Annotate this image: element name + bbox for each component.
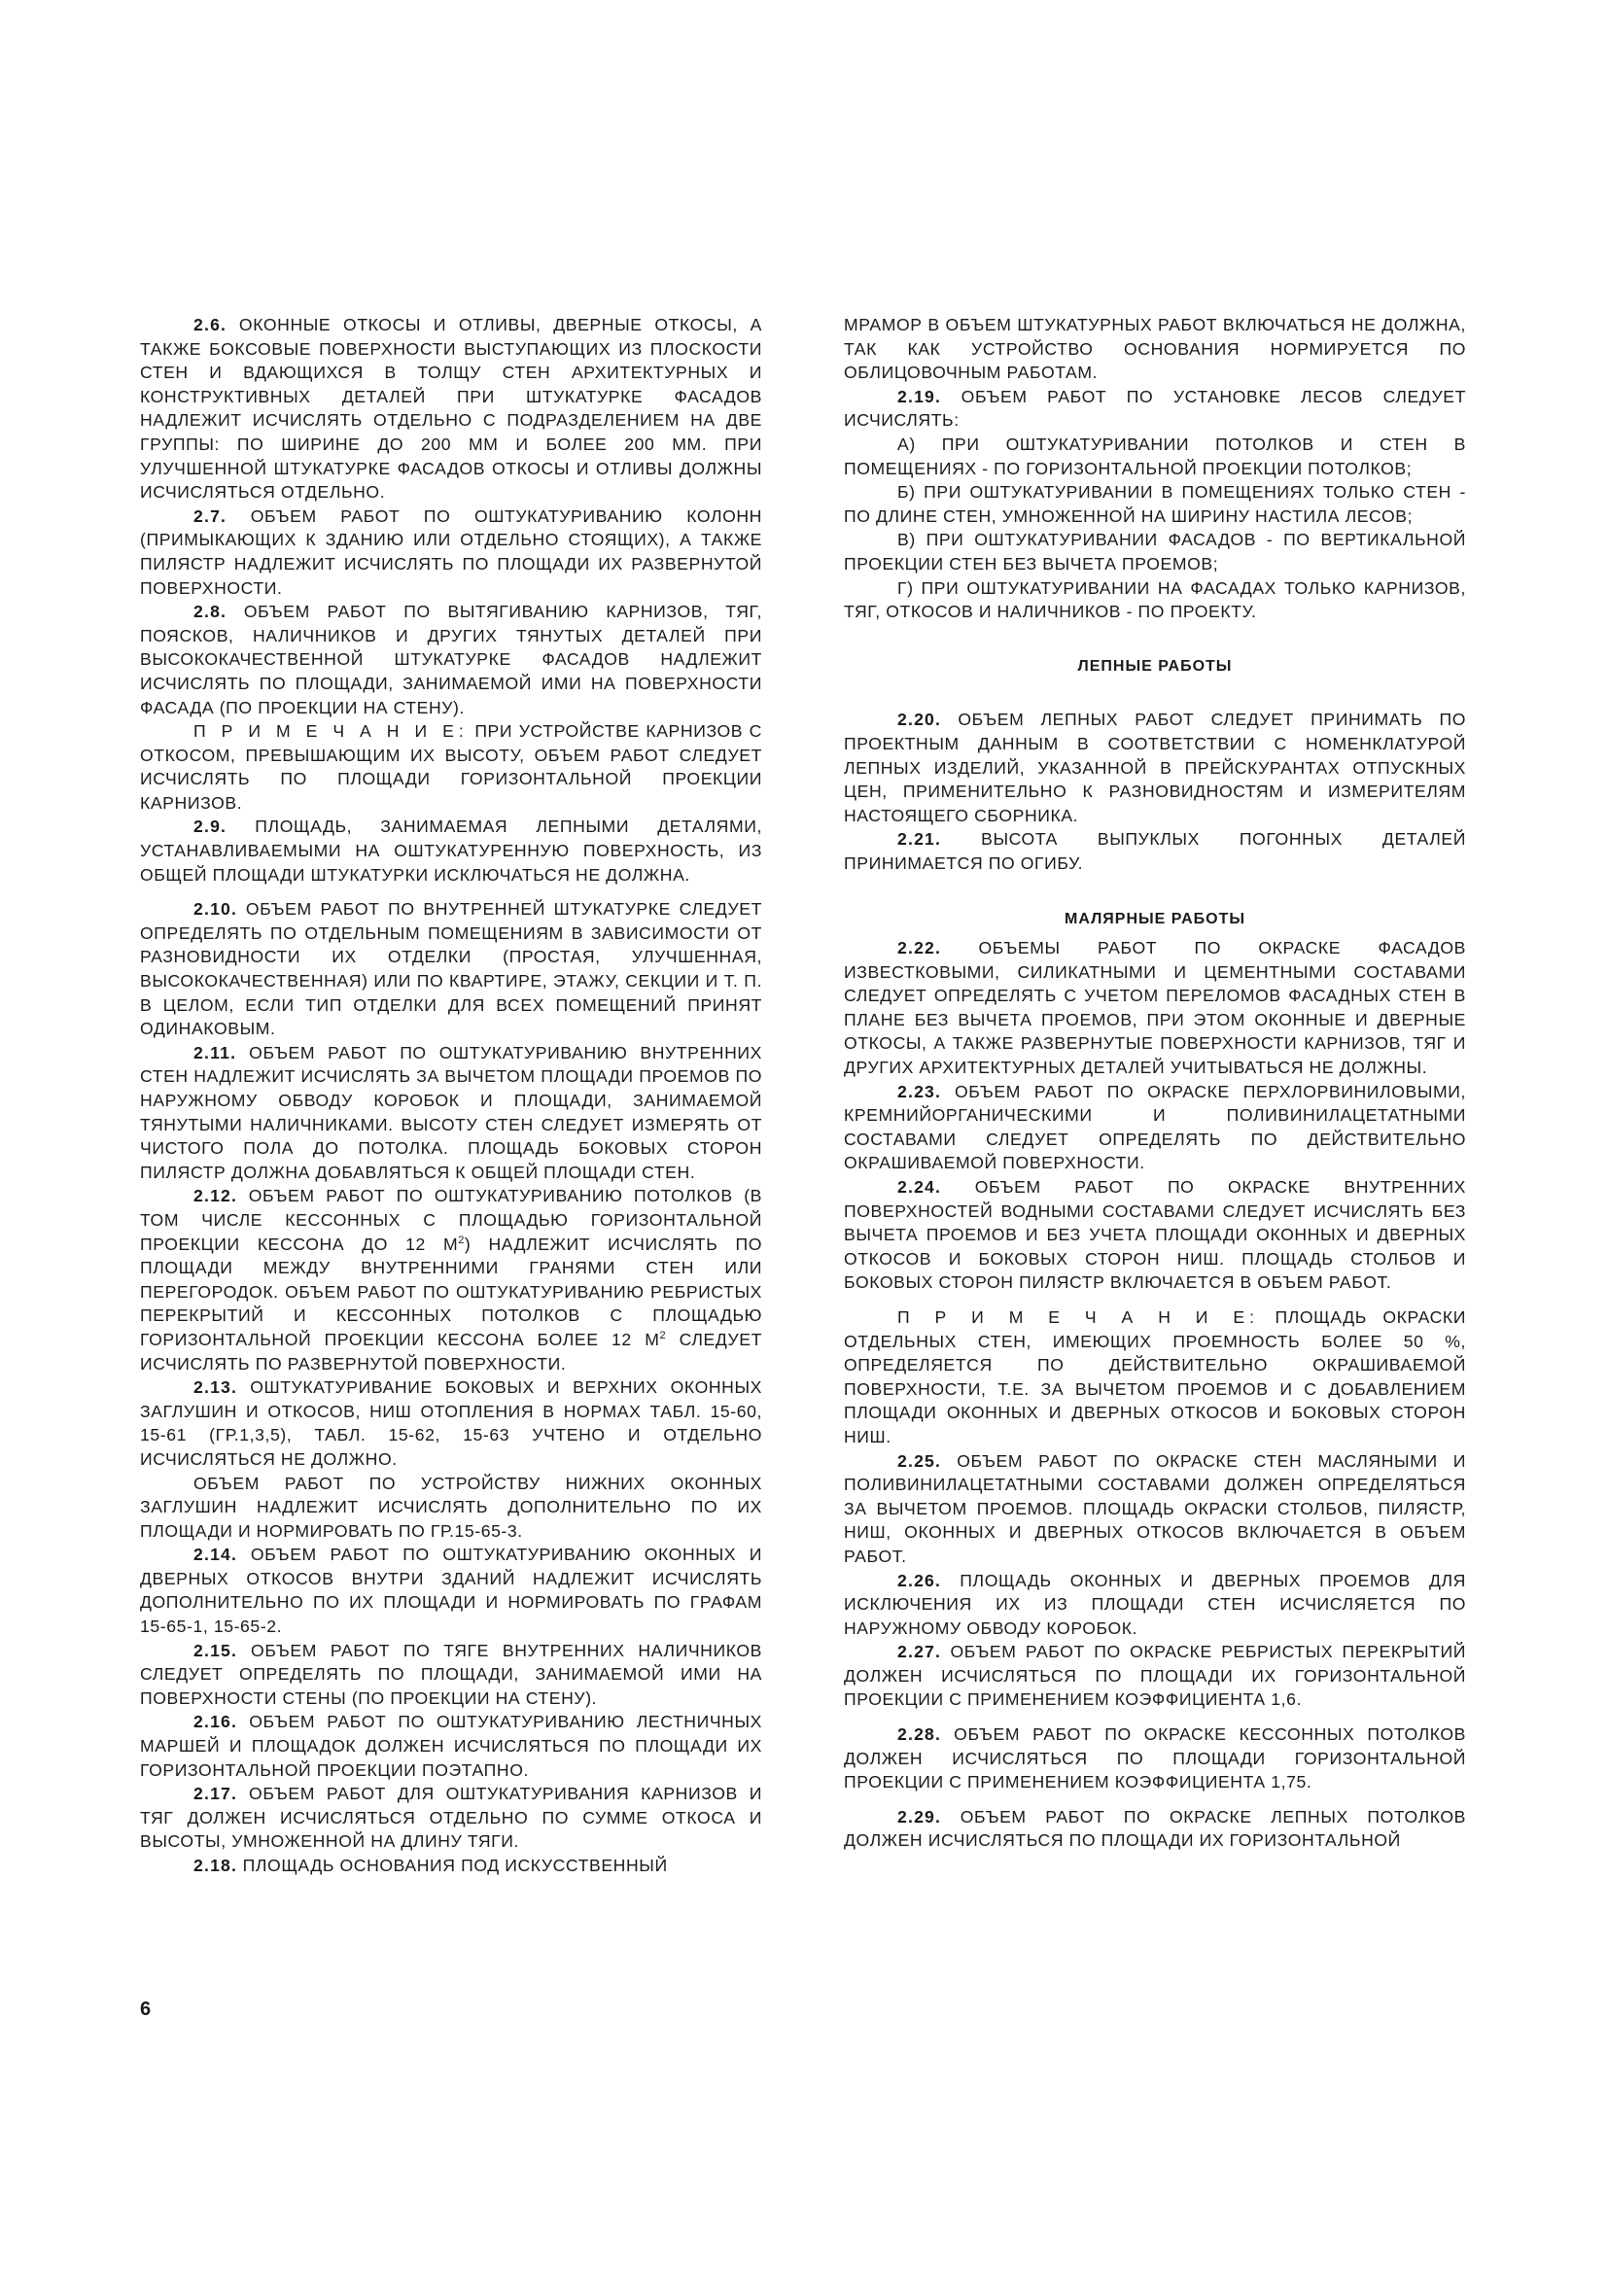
note-label: П Р И М Е Ч А Н И Е: <box>193 721 469 742</box>
paragraph-2-20 <box>844 708 1466 827</box>
paragraph-text: ОБЪЕМ РАБОТ ПО УСТРОЙСТВУ НИЖНИХ ОКОННЫХ ЗАГЛУШИН НАДЛЕЖИТ ИСЧИСЛЯТЬ ДОПОЛНИТЕЛЬНО ПО ИХ ПЛОЩАДИ И НОРМИРОВАТЬ ПО ГР.15-65-3. <box>140 1473 762 1541</box>
note-2-24 <box>844 1305 1466 1449</box>
paragraph-2-14 <box>140 1543 762 1638</box>
paragraph-text: ОБЪЕМЫ РАБОТ ПО ОКРАСКЕ ФАСАДОВ ИЗВЕСТКОВЫМИ, СИЛИКАТНЫМИ И ЦЕМЕНТНЫМИ СОСТАВАМИ СЛЕДУЕТ ОПРЕДЕЛЯТЬ С УЧЕТОМ ПЕРЕЛОМОВ ФАСАДНЫХ СТЕН В ПЛАНЕ БЕЗ ВЫЧЕТА ПРОЕМОВ, ПРИ ЭТОМ ОКОННЫЕ И ДВЕРНЫЕ ОТКОСЫ, А ТАКЖЕ РАЗВЕРНУТЫЕ ПОВЕРХНОСТИ КАРНИЗОВ, ТЯГ И ДРУГИХ АРХИТЕКТУРНЫХ ДЕТАЛЕЙ УЧИТЫВАТЬСЯ НЕ ДОЛЖНЫ. <box>844 938 1466 1078</box>
paragraph-2-9 <box>140 815 762 887</box>
clause-number: 2.9. <box>193 817 227 837</box>
clause-number: 2.12. <box>193 1186 238 1206</box>
paragraph-text: ОБЪЕМ РАБОТ ПО ВЫТЯГИВАНИЮ КАРНИЗОВ, ТЯГ, ПОЯСКОВ, НАЛИЧНИКОВ И ДРУГИХ ТЯНУТЫХ ДЕТАЛЕЙ ПРИ ВЫСОКОКАЧЕСТВЕННОЙ ШТУКАТУРКЕ ФАСАДОВ НАДЛЕЖИТ ИСЧИСЛЯТЬ ПО ПЛОЩАДИ, ЗАНИМАЕМОЙ ИМИ НА ПОВЕРХНОСТИ ФАСАДА (ПО ПРОЕКЦИИ НА СТЕНУ). <box>140 602 762 717</box>
paragraph-2-19 <box>844 385 1466 433</box>
section-heading-stucco: ЛЕПНЫЕ РАБОТЫ <box>1077 657 1233 675</box>
list-item-text: Г) ПРИ ОШТУКАТУРИВАНИИ НА ФАСАДАХ ТОЛЬКО КАРНИЗОВ, ТЯГ, ОТКОСОВ И НАЛИЧНИКОВ - ПО ПРОЕКТУ. <box>844 577 1466 622</box>
paragraph-text: ОБЪЕМ РАБОТ ПО ОШТУКАТУРИВАНИЮ ЛЕСТНИЧНЫХ МАРШЕЙ И ПЛОЩАДОК ДОЛЖЕН ИСЧИСЛЯТЬСЯ ПО ПЛОЩАДИ ИХ ГОРИЗОНТАЛЬНОЙ ПРОЕКЦИИ ПОЭТАПНО. <box>140 1712 762 1780</box>
paragraph-2-13-cont <box>140 1472 762 1544</box>
paragraph-2-15 <box>140 1639 762 1711</box>
paragraph-2-28 <box>844 1722 1466 1794</box>
paragraph-text: ОБЪЕМ РАБОТ ПО УСТАНОВКЕ ЛЕСОВ СЛЕДУЕТ ИСЧИСЛЯТЬ: <box>844 386 1466 431</box>
paragraph-text: ПЛОЩАДЬ ОКОННЫХ И ДВЕРНЫХ ПРОЕМОВ ДЛЯ ИСКЛЮЧЕНИЯ ИХ ИЗ ПЛОЩАДИ СТЕН ИСЧИСЛЯЕТСЯ ПО НАРУЖНОМУ ОБВОДУ КОРОБОК. <box>844 1570 1466 1638</box>
clause-number: 2.21. <box>897 829 942 850</box>
paragraph-2-18 <box>140 1854 762 1878</box>
clause-number: 2.25. <box>897 1450 942 1471</box>
paragraph-text: ОБЪЕМ РАБОТ ПО ОКРАСКЕ СТЕН МАСЛЯНЫМИ И ПОЛИВИНИЛАЦЕТАТНЫМИ СОСТАВАМИ ДОЛЖЕН ОПРЕДЕЛЯТЬСЯ ЗА ВЫЧЕТОМ ПРОЕМОВ. ПЛОЩАДЬ ОКРАСКИ СТОЛБОВ, ПИЛЯСТР, НИШ, ОКОННЫХ И ДВЕРНЫХ ОТКОСОВ ВКЛЮЧАЕТСЯ В ОБЪЕМ РАБОТ. <box>844 1450 1466 1566</box>
note-text: ПЛОЩАДЬ ОКРАСКИ ОТДЕЛЬНЫХ СТЕН, ИМЕЮЩИХ ПРОЕМНОСТЬ БОЛЕЕ 50 %, ОПРЕДЕЛЯЕТСЯ ПО ДЕЙСТВИТЕЛЬНО ОКРАШИВАЕМОЙ ПОВЕРХНОСТИ, Т.Е. ЗА ВЫЧЕТОМ ПРОЕМОВ И С ДОБАВЛЕНИЕМ ПЛОЩАДИ ОКОННЫХ И ДВЕРНЫХ ОТКОСОВ И БОКОВЫХ СТОРОН НИШ. <box>844 1306 1466 1446</box>
paragraph-2-16 <box>140 1710 762 1782</box>
left-column <box>140 313 762 1878</box>
paragraph-2-8 <box>140 600 762 719</box>
paragraph-text: ОШТУКАТУРИВАНИЕ БОКОВЫХ И ВЕРХНИХ ОКОННЫХ ЗАГЛУШИН И ОТКОСОВ, НИШ ОТОПЛЕНИЯ В НОРМАХ ТАБЛ. 15-60, 15-61 (ГР.1,3,5), ТАБЛ. 15-62, 15-63 УЧТЕНО И ОТДЕЛЬНО ИСЧИСЛЯТЬСЯ НЕ ДОЛЖНО. <box>140 1377 762 1469</box>
paragraph-text: ПЛОЩАДЬ, ЗАНИМАЕМАЯ ЛЕПНЫМИ ДЕТАЛЯМИ, УСТАНАВЛИВАЕМЫМИ НА ОШТУКАТУРЕННУЮ ПОВЕРХНОСТЬ, ИЗ ОБЩЕЙ ПЛОЩАДИ ШТУКАТУРКИ ИСКЛЮЧАТЬСЯ НЕ ДОЛЖНА. <box>140 817 762 885</box>
section-heading-painting: МАЛЯРНЫЕ РАБОТЫ <box>1064 911 1245 928</box>
paragraph-text: ПЛОЩАДЬ ОСНОВАНИЯ ПОД ИСКУССТВЕННЫЙ <box>242 1856 668 1875</box>
paragraph-2-22 <box>844 936 1466 1080</box>
clause-number: 2.16. <box>193 1712 238 1732</box>
paragraph-2-29 <box>844 1805 1466 1853</box>
clause-number: 2.29. <box>897 1806 942 1826</box>
clause-number: 2.13. <box>193 1377 238 1398</box>
paragraph-2-17 <box>140 1782 762 1854</box>
paragraph-text: ОБЪЕМ ЛЕПНЫХ РАБОТ СЛЕДУЕТ ПРИНИМАТЬ ПО ПРОЕКТНЫМ ДАННЫМ В СООТВЕТСТВИИ С НОМЕНКЛАТУРОЙ ЛЕПНЫХ ИЗДЕЛИЙ, УКАЗАННОЙ В ПРЕЙСКУРАНТАХ ОТПУСКНЫХ ЦЕН, ПРИМЕНИТЕЛЬНО К РАЗНОВИДНОСТЯМ И ИЗМЕРИТЕЛЯМ НАСТОЯЩЕГО СБОРНИКА. <box>844 710 1466 825</box>
paragraph-2-25 <box>844 1449 1466 1569</box>
list-item-text: А) ПРИ ОШТУКАТУРИВАНИИ ПОТОЛКОВ И СТЕН В ПОМЕЩЕНИЯХ - ПО ГОРИЗОНТАЛЬНОЙ ПРОЕКЦИИ ПОТОЛКОВ; <box>844 434 1466 478</box>
list-item-text: Б) ПРИ ОШТУКАТУРИВАНИИ В ПОМЕЩЕНИЯХ ТОЛЬКО СТЕН - ПО ДЛИНЕ СТЕН, УМНОЖЕННОЙ НА ШИРИНУ НАСТИЛА ЛЕСОВ; <box>844 482 1466 526</box>
paragraph-2-7 <box>140 504 762 600</box>
clause-number: 2.11. <box>193 1042 237 1062</box>
paragraph-text: ОБЪЕМ РАБОТ ПО ТЯГЕ ВНУТРЕННИХ НАЛИЧНИКОВ СЛЕДУЕТ ОПРЕДЕЛЯТЬ ПО ПЛОЩАДИ, ЗАНИМАЕМОЙ ИМИ НА ПОВЕРХНОСТИ СТЕНЫ (ПО ПРОЕКЦИИ НА СТЕНУ). <box>140 1640 762 1708</box>
clause-number: 2.8. <box>193 602 227 622</box>
list-item-b <box>844 480 1466 528</box>
clause-number: 2.17. <box>193 1784 238 1804</box>
paragraph-text: ОБЪЕМ РАБОТ ПО ВНУТРЕННЕЙ ШТУКАТУРКЕ СЛЕДУЕТ ОПРЕДЕЛЯТЬ ПО ОТДЕЛЬНЫМ ПОМЕЩЕНИЯМ В ЗАВИСИМОСТИ ОТ РАЗНОВИДНОСТИ ИХ ОТДЕЛКИ (ПРОСТАЯ, УЛУЧШЕННАЯ, ВЫСОКОКАЧЕСТВЕННАЯ) ИЛИ ПО КВАРТИРЕ, ЭТАЖУ, СЕКЦИИ И Т. П. В ЦЕЛОМ, ЕСЛИ ТИП ОТДЕЛКИ ДЛЯ ВСЕХ ПОМЕЩЕНИЙ ПРИНЯТ ОДИНАКОВЫМ. <box>140 899 762 1039</box>
paragraph-text: ОБЪЕМ РАБОТ ПО ОШТУКАТУРИВАНИЮ КОЛОНН (ПРИМЫКАЮЩИХ К ЗДАНИЮ ИЛИ ОТДЕЛЬНО СТОЯЩИХ), А ТАКЖЕ ПИЛЯСТР НАДЛЕЖИТ ИСЧИСЛЯТЬ ПО ПЛОЩАДИ ИХ РАЗВЕРНУТОЙ ПОВЕРХНОСТИ. <box>140 505 762 598</box>
list-item-text: В) ПРИ ОШТУКАТУРИВАНИИ ФАСАДОВ - ПО ВЕРТИКАЛЬНОЙ ПРОЕКЦИИ СТЕН БЕЗ ВЫЧЕТА ПРОЕМОВ; <box>844 530 1466 574</box>
paragraph-text: ОБЪЕМ РАБОТ ПО ОКРАСКЕ ВНУТРЕННИХ ПОВЕРХНОСТЕЙ ВОДНЫМИ СОСТАВАМИ СЛЕДУЕТ ИСЧИСЛЯТЬ БЕЗ ВЫЧЕТА ПРОЕМОВ И БЕЗ УЧЕТА ПЛОЩАДИ ОКОННЫХ И ДВЕРНЫХ ОТКОСОВ И БОКОВЫХ СТОРОН НИШ. ПЛОЩАДЬ СТОЛБОВ И БОКОВЫХ СТОРОН ПИЛЯСТР ВКЛЮЧАЕТСЯ В ОБЪЕМ РАБОТ. <box>844 1177 1466 1293</box>
clause-number: 2.18. <box>193 1856 238 1875</box>
clause-number: 2.22. <box>897 938 942 958</box>
page-number: 6 <box>140 1999 152 2020</box>
paragraph-text: ОБЪЕМ РАБОТ ПО ОКРАСКЕ ПЕРХЛОРВИНИЛОВЫМИ, КРЕМНИЙОРГАНИЧЕСКИМИ И ПОЛИВИНИЛАЦЕТАТНЫМИ СОСТАВАМИ СЛЕДУЕТ ОПРЕДЕЛЯТЬ ПО ДЕЙСТВИТЕЛЬНО ОКРАШИВАЕМОЙ ПОВЕРХНОСТИ. <box>844 1081 1466 1173</box>
note-2-8 <box>140 719 762 815</box>
paragraph-2-24 <box>844 1175 1466 1295</box>
clause-number: 2.26. <box>897 1570 942 1590</box>
paragraph-text: ОБЪЕМ РАБОТ ПО ОКРАСКЕ ЛЕПНЫХ ПОТОЛКОВ ДОЛЖЕН ИСЧИСЛЯТЬСЯ ПО ПЛОЩАДИ ИХ ГОРИЗОНТАЛЬНОЙ <box>844 1806 1466 1851</box>
superscript: 2 <box>458 1234 465 1246</box>
paragraph-2-21 <box>844 827 1466 875</box>
clause-number: 2.24. <box>897 1177 942 1197</box>
paragraph-2-27 <box>844 1640 1466 1712</box>
clause-number: 2.10. <box>193 899 238 920</box>
superscript: 2 <box>659 1330 667 1342</box>
paragraph-2-13 <box>140 1375 762 1471</box>
clause-number: 2.23. <box>897 1081 942 1101</box>
clause-number: 2.20. <box>897 710 942 730</box>
clause-number: 2.6. <box>193 315 227 334</box>
clause-number: 2.19. <box>897 386 942 406</box>
paragraph-text: ОБЪЕМ РАБОТ ПО ОШТУКАТУРИВАНИЮ ВНУТРЕННИХ СТЕН НАДЛЕЖИТ ИСЧИСЛЯТЬ ЗА ВЫЧЕТОМ ПЛОЩАДИ ПРОЕМОВ ПО НАРУЖНОМУ ОБВОДУ КОРОБОК И ПЛОЩАДИ, ЗАНИМАЕМОЙ ТЯНУТЫМИ НАЛИЧНИКАМИ. ВЫСОТУ СТЕН СЛЕДУЕТ ИЗМЕРЯТЬ ОТ ЧИСТОГО ПОЛА ДО ПОТОЛКА. ПЛОЩАДЬ БОКОВЫХ СТОРОН ПИЛЯСТР ДОЛЖНА ДОБАВЛЯТЬСЯ К ОБЩЕЙ ПЛОЩАДИ СТЕН. <box>140 1042 762 1182</box>
clause-number: 2.15. <box>193 1640 238 1660</box>
paragraph-2-26 <box>844 1569 1466 1641</box>
paragraph-text: СЛЕДУЕТ ИСЧИСЛЯТЬ ПО РАЗВЕРНУТОЙ ПОВЕРХНОСТИ. <box>140 1329 762 1374</box>
paragraph-text: ) НАДЛЕЖИТ ИСЧИСЛЯТЬ ПО ПЛОЩАДИ МЕЖДУ ВНУТРЕННИМИ ГРАНЯМИ СТЕН ИЛИ ПЕРЕГОРОДОК. ОБЪЕМ РАБОТ ПО ОШТУКАТУРИВАНИЮ РЕБРИСТЫХ ПЕРЕКРЫТИЙ И КЕССОННЫХ ПОТОЛКОВ С ПЛОЩАДЬЮ ГОРИЗОНТАЛЬНОЙ ПРОЕКЦИИ КЕССОНА БОЛЕЕ 12 М <box>140 1234 762 1349</box>
paragraph-text: ОКОННЫЕ ОТКОСЫ И ОТЛИВЫ, ДВЕРНЫЕ ОТКОСЫ, А ТАКЖЕ БОКСОВЫЕ ПОВЕРХНОСТИ ВЫСТУПАЮЩИХ ИЗ ПЛОСКОСТИ СТЕН И ВДАЮЩИХСЯ В ТОЛЩУ СТЕН АРХИТЕКТУРНЫХ И КОНСТРУКТИВНЫХ ДЕТАЛЕЙ ПРИ ШТУКАТУРКЕ ФАСАДОВ НАДЛЕЖИТ ИСЧИСЛЯТЬ ОТДЕЛЬНО С ПОДРАЗДЕЛЕНИЕМ НА ДВЕ ГРУППЫ: ПО ШИРИНЕ ДО 200 ММ И БОЛЕЕ 200 ММ. ПРИ УЛУЧШЕННОЙ ШТУКАТУРКЕ ФАСАДОВ ОТКОСЫ И ОТЛИВЫ ДОЛЖНЫ ИСЧИСЛЯТЬСЯ ОТДЕЛЬНО. <box>140 315 762 503</box>
paragraph-2-23 <box>844 1080 1466 1175</box>
paragraph-text: МРАМОР В ОБЪЕМ ШТУКАТУРНЫХ РАБОТ ВКЛЮЧАТЬСЯ НЕ ДОЛЖНА, ТАК КАК УСТРОЙСТВО ОСНОВАНИЯ НОРМИРУЕТСЯ ПО ОБЛИЦОВОЧНЫМ РАБОТАМ. <box>844 315 1466 383</box>
list-item-v <box>844 528 1466 575</box>
paragraph-2-10 <box>140 897 762 1041</box>
clause-number: 2.27. <box>897 1642 942 1662</box>
paragraph-2-6 <box>140 313 762 504</box>
right-column <box>844 313 1466 1853</box>
paragraph-text: ОБЪЕМ РАБОТ ПО ОКРАСКЕ РЕБРИСТЫХ ПЕРЕКРЫТИЙ ДОЛЖЕН ИСЧИСЛЯТЬСЯ ПО ПЛОЩАДИ ИХ ГОРИЗОНТАЛЬНОЙ ПРОЕКЦИИ С ПРИМЕНЕНИЕМ КОЭФФИЦИЕНТА 1,6. <box>844 1642 1466 1710</box>
paragraph-text: ОБЪЕМ РАБОТ ПО ОШТУКАТУРИВАНИЮ ОКОННЫХ И ДВЕРНЫХ ОТКОСОВ ВНУТРИ ЗДАНИЙ НАДЛЕЖИТ ИСЧИСЛЯТЬ ДОПОЛНИТЕЛЬНО ПО ИХ ПЛОЩАДИ И НОРМИРОВАТЬ ПО ГРАФАМ 15-65-1, 15-65-2. <box>140 1545 763 1637</box>
note-text: ПРИ УСТРОЙСТВЕ КАРНИЗОВ С ОТКОСОМ, ПРЕВЫШАЮЩИМ ИХ ВЫСОТУ, ОБЪЕМ РАБОТ СЛЕДУЕТ ИСЧИСЛЯТЬ ПО ПЛОЩАДИ ГОРИЗОНТАЛЬНОЙ ПРОЕКЦИИ КАРНИЗОВ. <box>140 721 762 813</box>
paragraph-2-18-cont <box>844 313 1466 385</box>
clause-number: 2.14. <box>193 1545 238 1565</box>
clause-number: 2.7. <box>193 505 227 526</box>
paragraph-text: ОБЪЕМ РАБОТ ПО ОКРАСКЕ КЕССОННЫХ ПОТОЛКОВ ДОЛЖЕН ИСЧИСЛЯТЬСЯ ПО ПЛОЩАДИ ГОРИЗОНТАЛЬНОЙ ПРОЕКЦИИ С ПРИМЕНЕНИЕМ КОЭФФИЦИЕНТА 1,75. <box>844 1724 1466 1792</box>
paragraph-2-12 <box>140 1184 762 1375</box>
clause-number: 2.28. <box>897 1724 942 1745</box>
list-item-a <box>844 433 1466 480</box>
paragraph-text: ВЫСОТА ВЫПУКЛЫХ ПОГОННЫХ ДЕТАЛЕЙ ПРИНИМАЕТСЯ ПО ОГИБУ. <box>844 829 1466 873</box>
list-item-g <box>844 576 1466 624</box>
paragraph-2-11 <box>140 1041 762 1185</box>
note-label: П Р И М Е Ч А Н И Е: <box>897 1306 1259 1327</box>
paragraph-text: ОБЪЕМ РАБОТ ПО ОШТУКАТУРИВАНИЮ ПОТОЛКОВ (В ТОМ ЧИСЛЕ КЕССОННЫХ С ПЛОЩАДЬЮ ГОРИЗОНТАЛЬНОЙ ПРОЕКЦИИ КЕССОНА ДО 12 М <box>140 1186 762 1254</box>
paragraph-text: ОБЪЕМ РАБОТ ДЛЯ ОШТУКАТУРИВАНИЯ КАРНИЗОВ И ТЯГ ДОЛЖЕН ИСЧИСЛЯТЬСЯ ОТДЕЛЬНО ПО СУММЕ ОТКОСА И ВЫСОТЫ, УМНОЖЕННОЙ НА ДЛИНУ ТЯГИ. <box>140 1784 762 1852</box>
